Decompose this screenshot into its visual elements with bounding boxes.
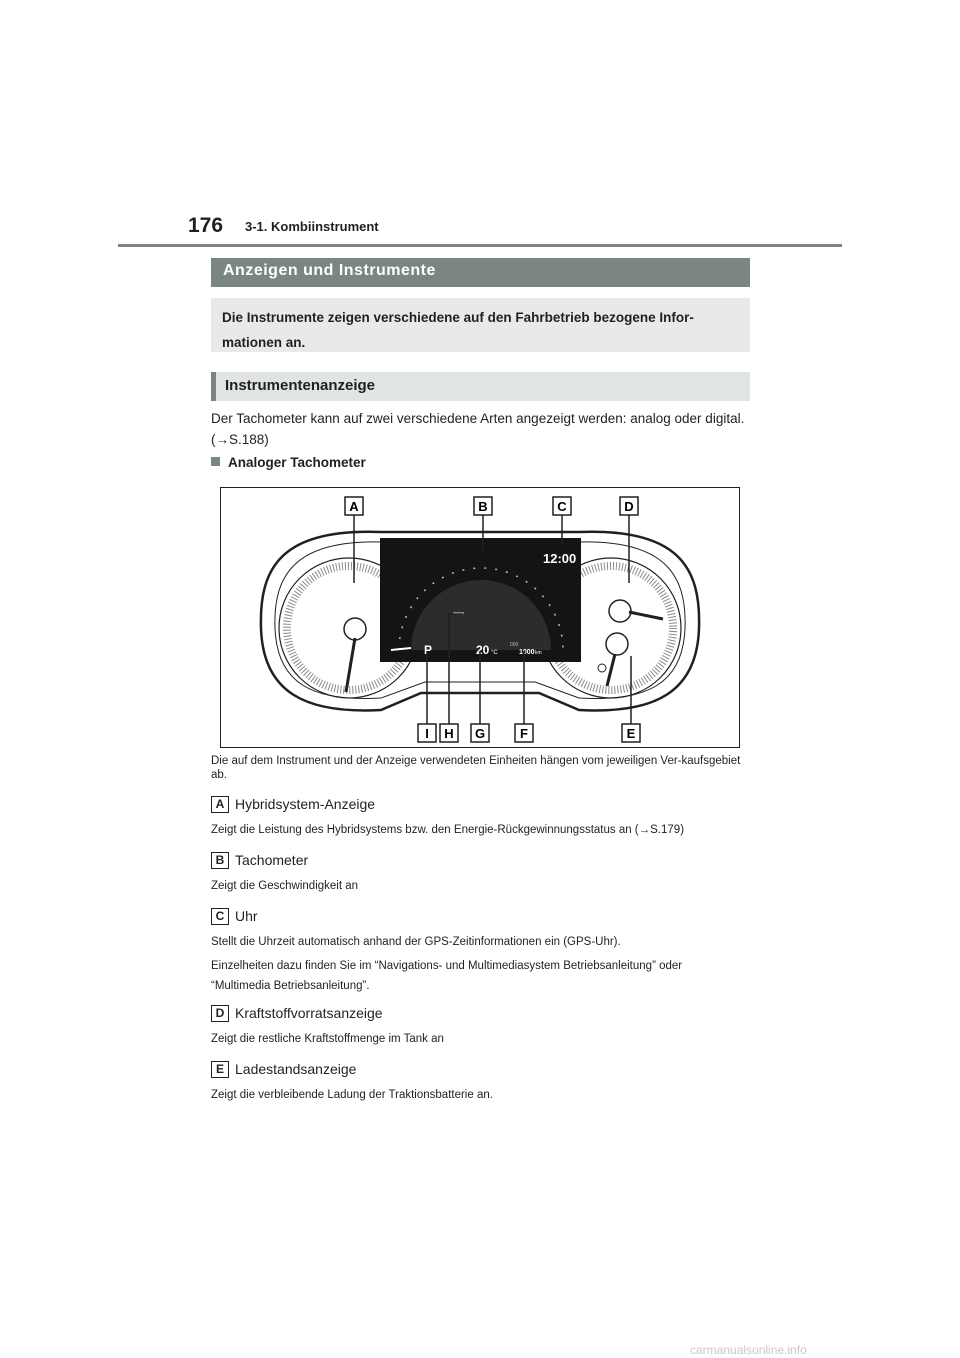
watermark: carmanualsonline.info <box>690 1343 807 1357</box>
units-note: Die auf dem Instrument und der Anzeige verwendeten Einheiten hängen vom jeweiligen Ver-kaufsgebiet ab. <box>211 755 741 781</box>
item-c-desc-1: Stellt die Uhrzeit automatisch anhand der GPS-Zeitinformationen ein (GPS-Uhr). <box>211 936 621 948</box>
fuel-gauge-hub <box>609 600 631 622</box>
odo-top: 000 <box>510 642 519 648</box>
callout-d <box>620 497 638 515</box>
svg-text:H: H <box>444 726 454 741</box>
hybrid-gauge-hub <box>344 618 366 640</box>
item-a-title: Hybridsystem-Anzeige <box>235 796 376 812</box>
callout-f <box>515 724 533 742</box>
subsection-paragraph: Der Tachometer kann auf zwei verschiedene Arten angezeigt werden: analog oder digital. (→S.188) <box>211 411 745 447</box>
page-number: 176 <box>188 214 224 237</box>
hybrid-gauge-needle <box>346 638 355 692</box>
callout-h <box>440 724 458 742</box>
item-c-letter: C <box>211 908 229 925</box>
section-title: Anzeigen und Instrumente <box>223 262 436 279</box>
item-b-heading <box>211 852 308 869</box>
section-banner <box>211 258 750 287</box>
item-c-desc-3: “Multimedia Betriebsanleitung”. <box>211 980 370 992</box>
callout-g <box>471 724 489 742</box>
callout-c <box>553 497 571 515</box>
svg-text:F: F <box>520 726 528 741</box>
section-intro: Die Instrumente zeigen verschiedene auf den Fahrbetrieb bezogene Infor-mationen an. <box>222 310 694 350</box>
item-e-title: Ladestandsanzeige <box>235 1061 357 1077</box>
cluster-illustration <box>221 488 739 747</box>
item-b-letter: B <box>211 852 229 869</box>
fuel-gauge-needle <box>629 612 663 619</box>
item-d-heading <box>211 1005 383 1022</box>
item-a-heading <box>211 796 375 813</box>
svg-text:D: D <box>624 499 634 514</box>
callout-a <box>345 497 363 515</box>
svg-text:A: A <box>349 499 359 514</box>
bullet-square-icon <box>211 457 220 466</box>
item-d-letter: D <box>211 1005 229 1022</box>
temp-unit: °C <box>491 650 498 656</box>
item-b-desc: Zeigt die Geschwindigkeit an <box>211 880 359 892</box>
svg-text:I: I <box>425 726 429 741</box>
svg-text:G: G <box>474 726 486 741</box>
item-e-heading <box>211 1061 356 1078</box>
subsection-header <box>211 372 750 401</box>
indicator-dot <box>598 664 606 672</box>
charge-gauge-needle <box>607 654 615 686</box>
item-a-letter: A <box>211 796 229 813</box>
bullet-label: Analoger Tachometer <box>228 455 366 470</box>
item-c-title: Uhr <box>235 908 258 924</box>
item-d-title: Kraftstoffvorratsanzeige <box>235 1005 383 1021</box>
clock-readout: 12:00 <box>543 551 577 566</box>
odo-unit: km <box>535 650 542 656</box>
item-c-desc-2: Einzelheiten dazu finden Sie im “Navigations- und Multimediasystem Betriebsanleitung” oder <box>211 960 683 972</box>
header-rule <box>118 244 842 247</box>
svg-text:C: C <box>557 499 567 514</box>
odo-value: 1000 <box>519 649 535 656</box>
item-b-title: Tachometer <box>235 852 309 868</box>
section-intro-box <box>211 298 750 352</box>
instrument-cluster-diagram <box>220 487 740 748</box>
svg-text:E: E <box>626 726 636 741</box>
bullet-heading <box>211 455 366 470</box>
item-e-letter: E <box>211 1061 229 1078</box>
callout-e <box>622 724 640 742</box>
subsection-title: Instrumentenanzeige <box>225 377 376 394</box>
item-d-desc: Zeigt die restliche Kraftstoffmenge im Tank an <box>211 1033 444 1045</box>
item-a-desc: Zeigt die Leistung des Hybridsystems bzw. den Energie-Rückgewinnungsstatus an (→S.179) <box>211 824 685 836</box>
temp-value: 20 <box>476 643 490 657</box>
charge-gauge-hub <box>606 633 628 655</box>
svg-text:B: B <box>478 499 488 514</box>
chapter-title: 3-1. Kombiinstrument <box>245 219 379 234</box>
callout-b <box>474 497 492 515</box>
callout-i <box>418 724 436 742</box>
item-c-heading <box>211 908 258 925</box>
item-e-desc: Zeigt die verbleibende Ladung der Traktionsbatterie an. <box>211 1089 493 1101</box>
gear-indicator: P <box>424 643 433 657</box>
